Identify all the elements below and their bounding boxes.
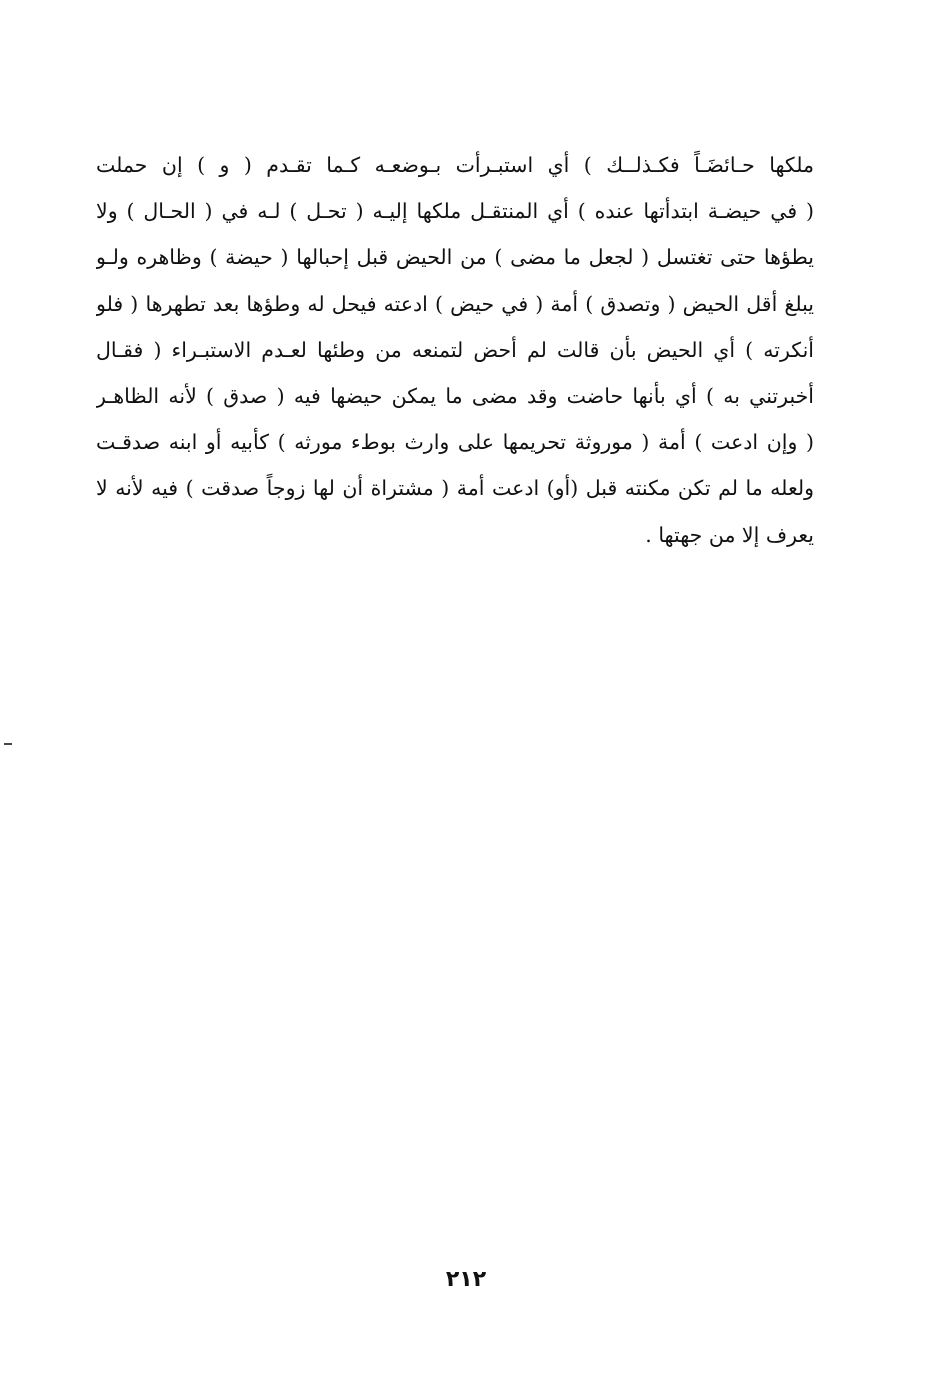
text-line: يطؤها حتى تغتسل ( لجعل ما مضى ) من الحيض قبل إحبالها ( حيضة ) وظاهره ولـو bbox=[96, 245, 814, 270]
text-line: ( وإن ادعت ) أمة ( موروثة تحريمها على وارث بوطء مورثه ) كأبيه أو ابنه صدقـت bbox=[96, 430, 814, 455]
text-line: ( في حيضـة ابتدأتها عنده ) أي المنتقـل ملكها إليـه ( تحـل ) لـه في ( الحـال ) ولا bbox=[96, 199, 814, 224]
text-line: يعرف إلا من جهتها . bbox=[645, 522, 814, 547]
page-number: ٢١٢ bbox=[445, 1267, 487, 1292]
text-line: ملكها حـائضَـاً فكـذلــك ) أي استبـرأت بـوضعـه كـما تقـدم ( و ) إن حملت bbox=[96, 153, 814, 177]
text-line: أنكرته ) أي الحيض بأن قالت لم أحض لتمنعه من وطئها لعـدم الاستبـراء ( فقـال bbox=[96, 337, 814, 362]
text-line: ولعله ما لم تكن مكنته قبل (أو) ادعت أمة ( مشتراة أن لها زوجاً صدقت ) فيه لأنه لا bbox=[96, 476, 814, 501]
text-line: يبلغ أقل الحيض ( وتصدق ) أمة ( في حيض ) ادعته فيحل له وطؤها بعد تطهرها ( فلو bbox=[96, 291, 814, 316]
margin-mark bbox=[4, 743, 12, 745]
text-line: أخبرتني به ) أي بأنها حاضت وقد مضى ما يمكن حيضها فيه ( صدق ) لأنه الظاهـر bbox=[96, 383, 814, 408]
body-text bbox=[96, 142, 814, 558]
